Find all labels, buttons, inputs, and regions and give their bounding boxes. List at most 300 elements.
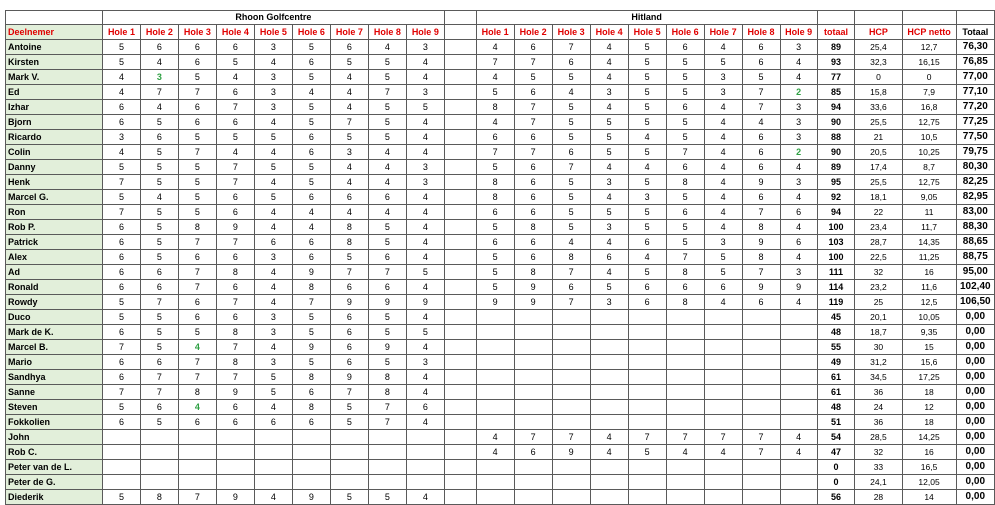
- score-r2-hole-7: 5: [704, 250, 742, 265]
- hcp-netto-value: 10,25: [902, 145, 956, 160]
- score-r2-hole-5: [628, 385, 666, 400]
- score-r1-hole-5: 3: [254, 40, 292, 55]
- score-r1-hole-1: 6: [102, 235, 140, 250]
- score-r1-hole-4: 5: [216, 55, 254, 70]
- score-totaal: 111: [817, 265, 855, 280]
- score-r2-hole-1: 6: [476, 205, 514, 220]
- player-name: John: [6, 430, 103, 445]
- score-r1-hole-2: [140, 460, 178, 475]
- player-row: [6, 340, 995, 355]
- hcp-netto-value: 12,7: [902, 40, 956, 55]
- score-r2-hole-3: 6: [552, 55, 590, 70]
- score-r1-hole-4: 6: [216, 250, 254, 265]
- score-r1-hole-6: [292, 460, 330, 475]
- score-r1-hole-5: 5: [254, 160, 292, 175]
- score-r1-hole-6: 8: [292, 400, 330, 415]
- score-r1-hole-4: 6: [216, 415, 254, 430]
- hcp-netto-value: 18: [902, 415, 956, 430]
- score-r2-hole-3: 5: [552, 115, 590, 130]
- score-r1-hole-7: 8: [330, 235, 368, 250]
- score-r2-hole-1: 5: [476, 220, 514, 235]
- score-r1-hole-7: 4: [330, 70, 368, 85]
- score-r2-hole-2: 8: [514, 220, 552, 235]
- score-r2-hole-7: [704, 475, 742, 490]
- score-r1-hole-9: 4: [406, 130, 444, 145]
- score-r2-hole-2: 9: [514, 280, 552, 295]
- gap-cell: [444, 295, 476, 310]
- score-r2-hole-6: 5: [666, 115, 704, 130]
- score-r2-hole-4: [590, 355, 628, 370]
- score-r1-hole-3: 8: [178, 385, 216, 400]
- score-totaal: 93: [817, 55, 855, 70]
- score-r1-hole-9: 4: [406, 250, 444, 265]
- score-r1-hole-2: 6: [140, 40, 178, 55]
- score-r1-hole-7: 3: [330, 145, 368, 160]
- score-r1-hole-2: 5: [140, 325, 178, 340]
- score-r1-hole-4: 9: [216, 385, 254, 400]
- score-r2-hole-6: 8: [666, 175, 704, 190]
- final-totaal: 77,00: [956, 70, 994, 85]
- score-r1-hole-4: 9: [216, 490, 254, 505]
- score-r2-hole-8: 7: [742, 85, 780, 100]
- score-r2-hole-5: 6: [628, 295, 666, 310]
- header-r1-hole-8: Hole 8: [368, 25, 406, 40]
- score-r1-hole-1: 5: [102, 40, 140, 55]
- final-totaal: 88,75: [956, 250, 994, 265]
- player-row: [6, 190, 995, 205]
- score-r2-hole-9: [780, 355, 817, 370]
- player-row: [6, 55, 995, 70]
- score-r1-hole-5: 4: [254, 220, 292, 235]
- score-r1-hole-5: 5: [254, 370, 292, 385]
- score-r1-hole-3: 5: [178, 130, 216, 145]
- hcp-value: 22,5: [855, 250, 902, 265]
- score-r2-hole-9: 4: [780, 160, 817, 175]
- score-r2-hole-6: 7: [666, 250, 704, 265]
- score-r1-hole-5: 6: [254, 235, 292, 250]
- score-totaal: 95: [817, 175, 855, 190]
- score-r1-hole-1: 7: [102, 175, 140, 190]
- hcp-value: 23,2: [855, 280, 902, 295]
- score-r1-hole-4: 6: [216, 310, 254, 325]
- score-r1-hole-7: 6: [330, 355, 368, 370]
- score-r2-hole-6: [666, 460, 704, 475]
- score-r2-hole-9: 6: [780, 205, 817, 220]
- score-r1-hole-4: 6: [216, 205, 254, 220]
- score-r1-hole-5: 4: [254, 145, 292, 160]
- score-r2-hole-6: 6: [666, 40, 704, 55]
- score-totaal: 56: [817, 490, 855, 505]
- score-r2-hole-3: 7: [552, 430, 590, 445]
- score-r2-hole-8: 7: [742, 445, 780, 460]
- score-r1-hole-1: [102, 430, 140, 445]
- player-row: [6, 235, 995, 250]
- score-r1-hole-4: [216, 445, 254, 460]
- score-r2-hole-1: [476, 415, 514, 430]
- score-r1-hole-8: 5: [368, 220, 406, 235]
- hcp-netto-value: 18: [902, 385, 956, 400]
- score-r1-hole-6: 4: [292, 220, 330, 235]
- score-r2-hole-9: 3: [780, 115, 817, 130]
- gap-cell: [444, 11, 476, 25]
- score-r2-hole-5: 4: [628, 160, 666, 175]
- player-name: Mark V.: [6, 70, 103, 85]
- score-r2-hole-1: 7: [476, 145, 514, 160]
- score-r2-hole-1: 8: [476, 190, 514, 205]
- score-r2-hole-4: [590, 385, 628, 400]
- hcp-netto-value: 11,7: [902, 220, 956, 235]
- score-r1-hole-8: 5: [368, 235, 406, 250]
- hcp-value: 36: [855, 415, 902, 430]
- header-r2-hole-6: Hole 6: [666, 25, 704, 40]
- score-r2-hole-2: [514, 400, 552, 415]
- score-r1-hole-7: 4: [330, 160, 368, 175]
- score-r2-hole-5: [628, 310, 666, 325]
- final-totaal: 77,20: [956, 100, 994, 115]
- score-r2-hole-9: 2: [780, 85, 817, 100]
- score-r2-hole-2: [514, 355, 552, 370]
- score-r2-hole-3: 5: [552, 175, 590, 190]
- score-r2-hole-4: 4: [590, 70, 628, 85]
- score-r1-hole-1: [102, 460, 140, 475]
- score-r2-hole-2: [514, 385, 552, 400]
- score-r2-hole-4: [590, 400, 628, 415]
- score-r1-hole-2: 7: [140, 85, 178, 100]
- score-r2-hole-6: 5: [666, 130, 704, 145]
- score-r2-hole-4: 4: [590, 190, 628, 205]
- score-r2-hole-5: [628, 340, 666, 355]
- score-r2-hole-4: 3: [590, 220, 628, 235]
- score-r1-hole-6: 5: [292, 160, 330, 175]
- score-r1-hole-7: [330, 460, 368, 475]
- player-row: [6, 70, 995, 85]
- score-r1-hole-7: 5: [330, 490, 368, 505]
- score-r1-hole-5: [254, 460, 292, 475]
- score-r2-hole-2: 6: [514, 85, 552, 100]
- score-r2-hole-5: 7: [628, 430, 666, 445]
- score-r2-hole-9: 6: [780, 235, 817, 250]
- score-r1-hole-7: 8: [330, 220, 368, 235]
- score-r2-hole-3: [552, 385, 590, 400]
- score-r2-hole-2: 6: [514, 175, 552, 190]
- score-r1-hole-1: 4: [102, 85, 140, 100]
- course-title-rhoon: Rhoon Golfcentre: [102, 11, 444, 25]
- score-r1-hole-3: 5: [178, 160, 216, 175]
- header-final-totaal: Totaal: [956, 25, 994, 40]
- score-r1-hole-8: 8: [368, 385, 406, 400]
- score-r2-hole-2: [514, 325, 552, 340]
- score-r2-hole-6: [666, 340, 704, 355]
- header-r1-hole-4: Hole 4: [216, 25, 254, 40]
- score-r1-hole-3: 7: [178, 355, 216, 370]
- score-r1-hole-7: 6: [330, 310, 368, 325]
- score-r2-hole-9: [780, 325, 817, 340]
- score-r1-hole-3: 4: [178, 340, 216, 355]
- score-r2-hole-6: [666, 475, 704, 490]
- player-name: Izhar: [6, 100, 103, 115]
- course-header-row: [6, 11, 995, 25]
- score-r2-hole-7: 4: [704, 130, 742, 145]
- score-r1-hole-7: 9: [330, 295, 368, 310]
- score-r2-hole-7: 4: [704, 190, 742, 205]
- gap-cell: [444, 115, 476, 130]
- score-r2-hole-7: [704, 370, 742, 385]
- score-r1-hole-5: 6: [254, 415, 292, 430]
- player-row: [6, 250, 995, 265]
- score-r1-hole-5: 5: [254, 190, 292, 205]
- score-r2-hole-9: 4: [780, 295, 817, 310]
- score-r1-hole-9: [406, 460, 444, 475]
- score-r2-hole-7: 4: [704, 175, 742, 190]
- gap-cell: [444, 490, 476, 505]
- scorecard-table: [5, 10, 995, 505]
- score-r1-hole-9: 4: [406, 205, 444, 220]
- score-r2-hole-8: 8: [742, 220, 780, 235]
- score-r1-hole-3: 8: [178, 220, 216, 235]
- score-r1-hole-2: 5: [140, 115, 178, 130]
- hcp-netto-value: 11,6: [902, 280, 956, 295]
- score-r1-hole-6: 5: [292, 355, 330, 370]
- score-r2-hole-1: [476, 325, 514, 340]
- player-name: Steven: [6, 400, 103, 415]
- score-r2-hole-5: [628, 400, 666, 415]
- score-r2-hole-5: 5: [628, 220, 666, 235]
- score-r1-hole-7: 7: [330, 265, 368, 280]
- score-r1-hole-1: 7: [102, 205, 140, 220]
- score-totaal: 100: [817, 220, 855, 235]
- score-r2-hole-1: [476, 355, 514, 370]
- score-r2-hole-1: [476, 490, 514, 505]
- score-r1-hole-5: 4: [254, 205, 292, 220]
- score-r1-hole-7: 4: [330, 175, 368, 190]
- final-totaal: 95,00: [956, 265, 994, 280]
- score-r2-hole-9: 3: [780, 265, 817, 280]
- score-r1-hole-9: 4: [406, 55, 444, 70]
- player-name: Alex: [6, 250, 103, 265]
- player-row: [6, 445, 995, 460]
- score-r2-hole-8: 6: [742, 130, 780, 145]
- score-r1-hole-1: 7: [102, 340, 140, 355]
- score-r2-hole-4: [590, 475, 628, 490]
- score-r2-hole-6: 5: [666, 190, 704, 205]
- score-r1-hole-4: 8: [216, 265, 254, 280]
- score-r1-hole-6: 5: [292, 100, 330, 115]
- score-r1-hole-4: 6: [216, 190, 254, 205]
- score-r2-hole-1: 5: [476, 265, 514, 280]
- score-r2-hole-9: [780, 370, 817, 385]
- score-r2-hole-9: 4: [780, 55, 817, 70]
- score-r2-hole-1: [476, 370, 514, 385]
- player-name: Rob C.: [6, 445, 103, 460]
- player-name: Bjorn: [6, 115, 103, 130]
- score-r1-hole-8: [368, 445, 406, 460]
- score-r2-hole-5: 5: [628, 205, 666, 220]
- score-r1-hole-7: 4: [330, 205, 368, 220]
- score-r1-hole-5: 5: [254, 385, 292, 400]
- header-totaal: totaal: [817, 25, 855, 40]
- score-r2-hole-3: [552, 310, 590, 325]
- hcp-value: 33,6: [855, 100, 902, 115]
- header-r2-hole-5: Hole 5: [628, 25, 666, 40]
- player-row: [6, 40, 995, 55]
- score-r2-hole-3: 5: [552, 130, 590, 145]
- final-totaal: 0,00: [956, 475, 994, 490]
- score-totaal: 0: [817, 460, 855, 475]
- score-r2-hole-3: [552, 370, 590, 385]
- score-totaal: 92: [817, 190, 855, 205]
- hcp-netto-value: 16: [902, 445, 956, 460]
- score-r1-hole-3: [178, 445, 216, 460]
- player-row: [6, 160, 995, 175]
- score-r1-hole-7: 5: [330, 55, 368, 70]
- player-row: [6, 280, 995, 295]
- score-r2-hole-3: 4: [552, 85, 590, 100]
- score-r2-hole-9: [780, 310, 817, 325]
- score-r1-hole-3: [178, 430, 216, 445]
- hcp-netto-value: 16,5: [902, 460, 956, 475]
- score-r2-hole-1: 6: [476, 130, 514, 145]
- hcp-value: 21: [855, 130, 902, 145]
- hcp-value: 28,7: [855, 235, 902, 250]
- score-totaal: 85: [817, 85, 855, 100]
- player-name: Mark de K.: [6, 325, 103, 340]
- gap-cell: [444, 100, 476, 115]
- score-r1-hole-9: 3: [406, 175, 444, 190]
- score-r1-hole-1: 6: [102, 355, 140, 370]
- score-r1-hole-2: 5: [140, 145, 178, 160]
- score-totaal: 100: [817, 250, 855, 265]
- final-totaal: 76,30: [956, 40, 994, 55]
- gap-cell: [444, 145, 476, 160]
- score-r2-hole-4: 5: [590, 115, 628, 130]
- score-r1-hole-3: 7: [178, 280, 216, 295]
- score-r1-hole-8: 5: [368, 70, 406, 85]
- hcp-value: 25,4: [855, 40, 902, 55]
- score-r2-hole-8: [742, 370, 780, 385]
- score-r2-hole-5: [628, 415, 666, 430]
- hcp-value: 32: [855, 445, 902, 460]
- score-r1-hole-4: 7: [216, 175, 254, 190]
- score-r2-hole-3: 5: [552, 70, 590, 85]
- score-r2-hole-4: [590, 325, 628, 340]
- score-r2-hole-4: 3: [590, 175, 628, 190]
- hcp-value: 25: [855, 295, 902, 310]
- hcp-value: 17,4: [855, 160, 902, 175]
- final-totaal: 77,10: [956, 85, 994, 100]
- score-r2-hole-5: [628, 355, 666, 370]
- header-r2-hole-8: Hole 8: [742, 25, 780, 40]
- score-r2-hole-4: [590, 415, 628, 430]
- score-r1-hole-4: 7: [216, 100, 254, 115]
- hcp-value: 32: [855, 265, 902, 280]
- gap-cell: [444, 415, 476, 430]
- score-r1-hole-9: [406, 475, 444, 490]
- score-r1-hole-2: 8: [140, 490, 178, 505]
- score-r1-hole-7: 5: [330, 130, 368, 145]
- player-row: [6, 460, 995, 475]
- score-r2-hole-3: 4: [552, 235, 590, 250]
- score-r2-hole-9: 3: [780, 130, 817, 145]
- final-totaal: 80,30: [956, 160, 994, 175]
- score-r1-hole-7: 5: [330, 415, 368, 430]
- score-r1-hole-3: 7: [178, 370, 216, 385]
- header-deelnemer: Deelnemer: [6, 25, 103, 40]
- score-r1-hole-2: 5: [140, 250, 178, 265]
- score-r2-hole-4: 5: [590, 130, 628, 145]
- score-r2-hole-2: 7: [514, 145, 552, 160]
- score-r1-hole-1: 5: [102, 400, 140, 415]
- score-r2-hole-3: 6: [552, 145, 590, 160]
- score-r1-hole-8: 5: [368, 490, 406, 505]
- score-r2-hole-7: [704, 355, 742, 370]
- score-totaal: 54: [817, 430, 855, 445]
- score-r2-hole-9: [780, 490, 817, 505]
- hcp-netto-value: 14: [902, 490, 956, 505]
- score-r2-hole-6: [666, 415, 704, 430]
- player-row: [6, 400, 995, 415]
- score-r1-hole-3: 5: [178, 175, 216, 190]
- score-r1-hole-9: 4: [406, 145, 444, 160]
- score-r2-hole-8: [742, 490, 780, 505]
- score-r2-hole-5: 6: [628, 280, 666, 295]
- player-row: [6, 385, 995, 400]
- score-r1-hole-8: 9: [368, 340, 406, 355]
- score-r1-hole-1: 4: [102, 145, 140, 160]
- player-name: Kirsten: [6, 55, 103, 70]
- score-r2-hole-1: 8: [476, 175, 514, 190]
- score-r2-hole-1: 5: [476, 85, 514, 100]
- score-r2-hole-4: 6: [590, 250, 628, 265]
- score-r1-hole-7: [330, 475, 368, 490]
- score-r1-hole-7: 4: [330, 100, 368, 115]
- score-r2-hole-1: 6: [476, 235, 514, 250]
- hcp-value: 28: [855, 490, 902, 505]
- score-r1-hole-3: 6: [178, 295, 216, 310]
- player-name: Marcel G.: [6, 190, 103, 205]
- player-name: Peter van de L.: [6, 460, 103, 475]
- score-r1-hole-1: 6: [102, 250, 140, 265]
- score-totaal: 48: [817, 325, 855, 340]
- score-r1-hole-1: 5: [102, 490, 140, 505]
- score-r1-hole-6: 4: [292, 205, 330, 220]
- score-r1-hole-3: 6: [178, 115, 216, 130]
- score-r1-hole-1: 6: [102, 370, 140, 385]
- blank-cell: [956, 11, 994, 25]
- score-r2-hole-8: 7: [742, 265, 780, 280]
- score-r1-hole-1: 5: [102, 310, 140, 325]
- score-r2-hole-8: [742, 415, 780, 430]
- score-r2-hole-7: 5: [704, 265, 742, 280]
- score-r1-hole-7: 6: [330, 190, 368, 205]
- score-r2-hole-5: 5: [628, 265, 666, 280]
- score-r1-hole-5: 3: [254, 310, 292, 325]
- score-r1-hole-2: 7: [140, 295, 178, 310]
- score-r2-hole-1: 5: [476, 160, 514, 175]
- hcp-value: 32,3: [855, 55, 902, 70]
- header-r1-hole-3: Hole 3: [178, 25, 216, 40]
- score-r1-hole-9: 3: [406, 355, 444, 370]
- score-r2-hole-5: [628, 490, 666, 505]
- score-r2-hole-6: [666, 400, 704, 415]
- score-r2-hole-7: [704, 400, 742, 415]
- score-r1-hole-5: [254, 430, 292, 445]
- final-totaal: 0,00: [956, 415, 994, 430]
- score-r2-hole-5: 5: [628, 55, 666, 70]
- player-row: [6, 85, 995, 100]
- score-r1-hole-4: 7: [216, 235, 254, 250]
- hcp-netto-value: 11: [902, 205, 956, 220]
- header-r1-hole-9: Hole 9: [406, 25, 444, 40]
